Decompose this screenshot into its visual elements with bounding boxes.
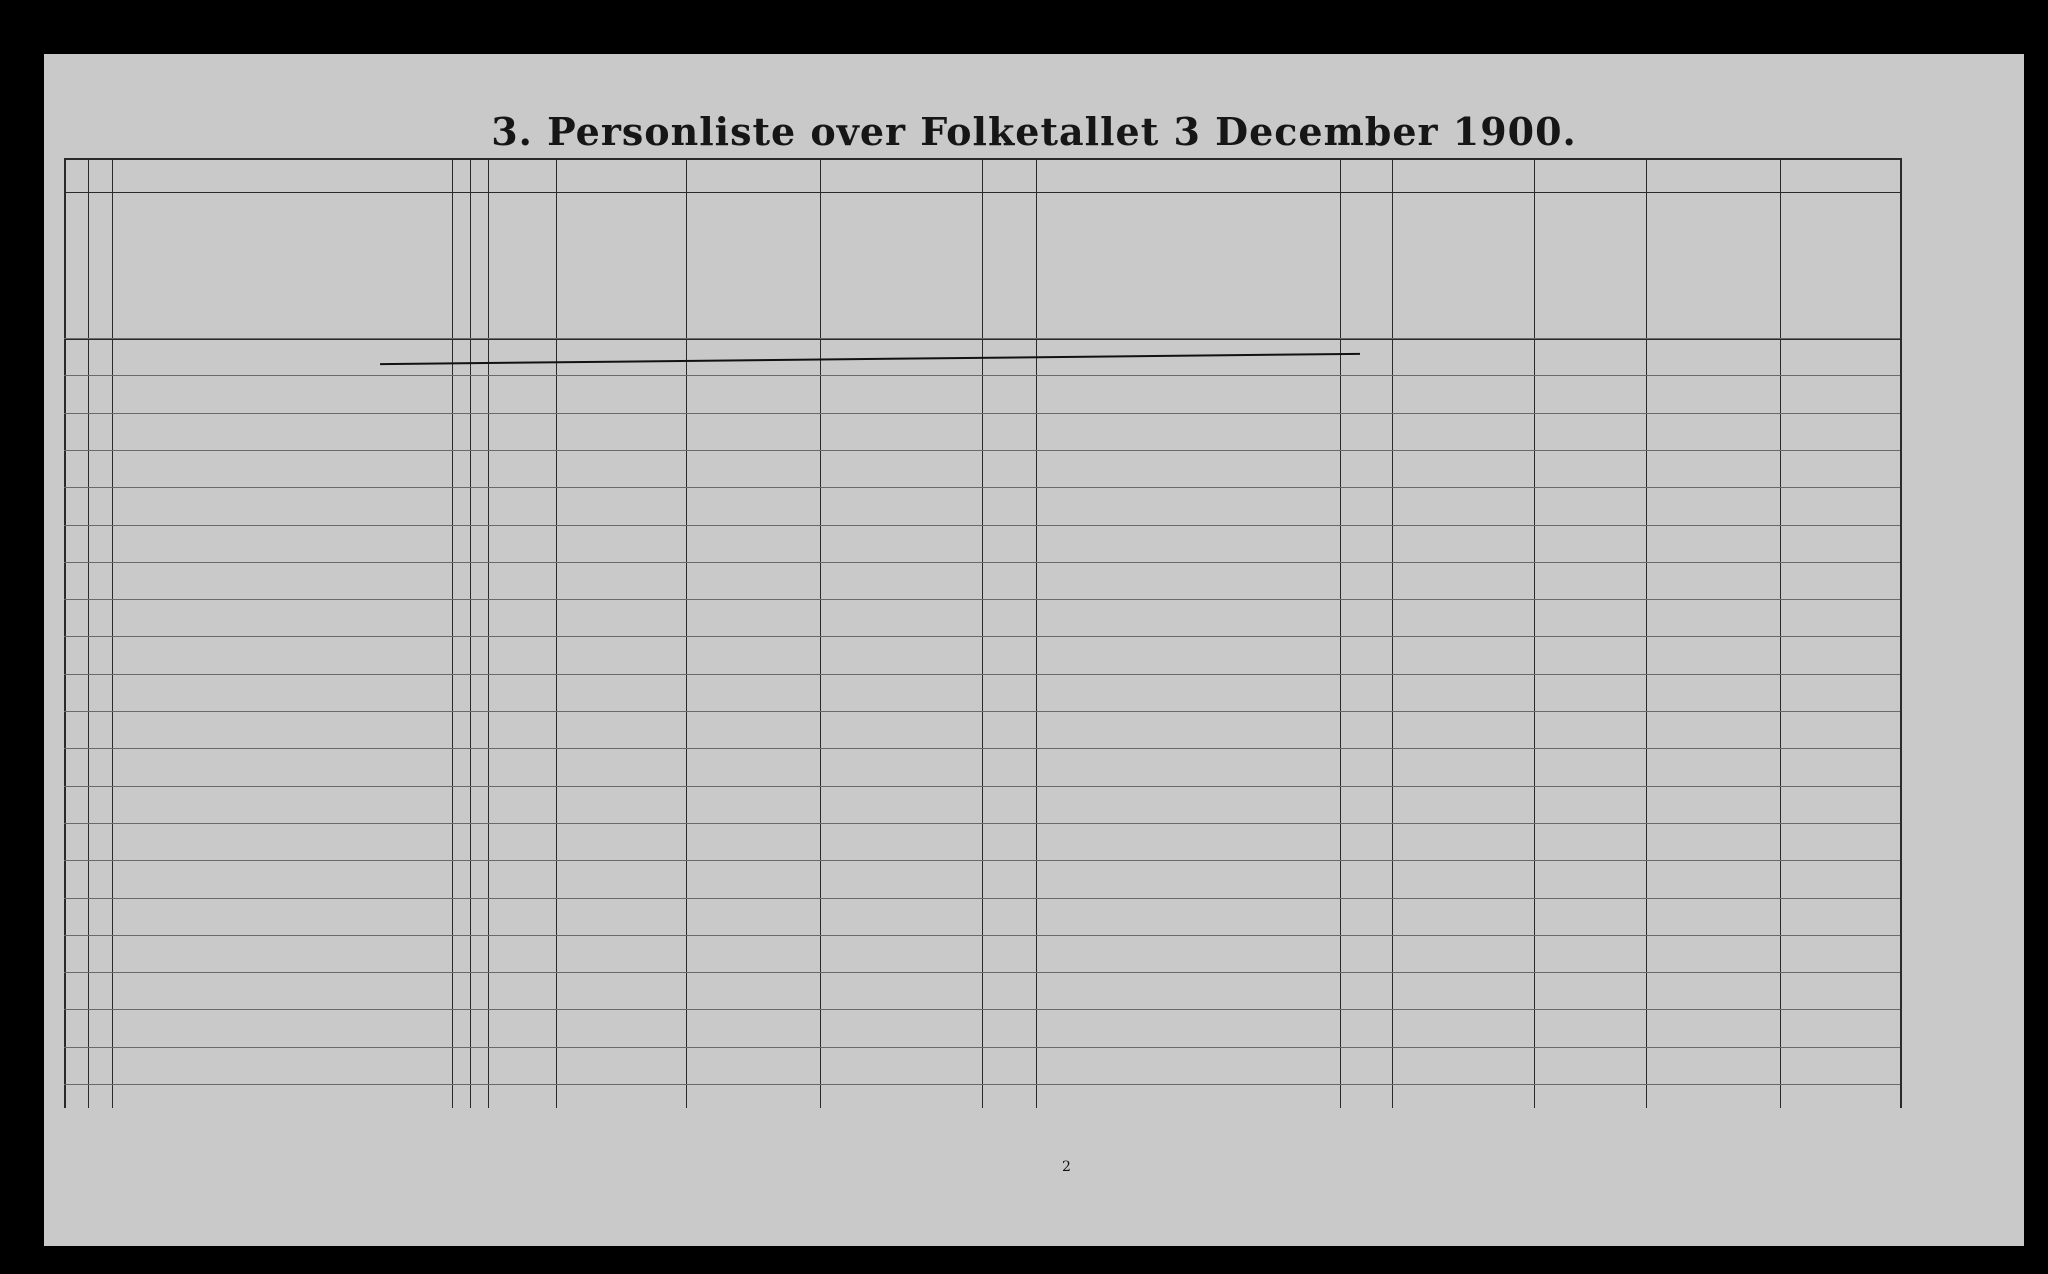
row-rule [64,972,1900,973]
column-rule [1036,158,1037,1108]
row-rule [64,338,1900,339]
column-rule [1780,158,1781,1108]
row-rule [64,786,1900,787]
row-rule [64,1084,1900,1085]
row-rule [64,525,1900,526]
column-rule [1900,158,1902,1108]
column-rule [1392,158,1393,1108]
row-rule [64,711,1900,712]
row-rule [64,748,1900,749]
column-rule [488,158,489,1108]
row-rule [64,450,1900,451]
strike-line [380,353,1360,365]
page-title: 3. Personliste over Folketallet 3 December 1900. [491,109,1577,154]
row-rule [64,1009,1900,1010]
column-rule [1534,158,1535,1108]
row-rule [64,935,1900,936]
row-rule [64,599,1900,600]
row-rule [64,562,1900,563]
column-rule [64,158,66,1108]
column-rule [470,158,471,1108]
row-rule [64,413,1900,414]
page-number: 2 [1062,1159,1071,1175]
row-rule [64,636,1900,637]
row-rule [64,1047,1900,1048]
column-rule [1340,158,1341,1108]
row-rule [64,375,1900,376]
census-sheet [44,54,2024,1246]
column-rule [686,158,687,1108]
column-rule [982,158,983,1108]
column-rule [1646,158,1647,1108]
row-rule [64,674,1900,675]
column-rule [112,158,113,1108]
column-rule [452,158,453,1108]
row-rule [64,860,1900,861]
column-rule [820,158,821,1108]
row-rule [64,823,1900,824]
column-rule [556,158,557,1108]
row-rule [64,898,1900,899]
column-rule [88,158,89,1108]
row-rule [64,487,1900,488]
